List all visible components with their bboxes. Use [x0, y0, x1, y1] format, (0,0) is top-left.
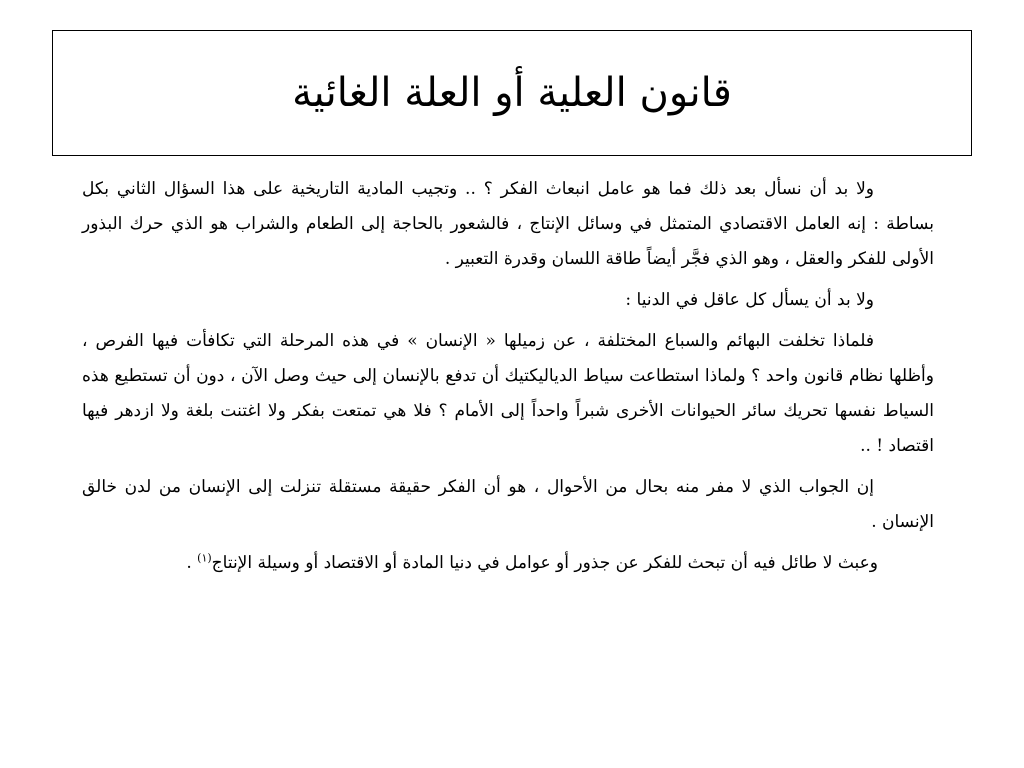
paragraph-4: إن الجواب الذي لا مفر منه بحال من الأحوال ، هو أن الفكر حقيقة مستقلة تنزلت إلى الإنسان من لدن خالق الإنسان . — [82, 477, 934, 532]
title-box — [52, 30, 972, 156]
paragraph-3: فلماذا تخلفت البهائم والسباع المختلفة ، عن زميلها « الإنسان » في هذه المرحلة التي تكافأت فيها الفرص ، وأظلها نظام قانون واحد ؟ ولماذا استطاعت سياط الدياليكتيك أن تدفع بالإنسان إلى حيث وصل الآن ، دون أن تستطيع هذه السياط نفسها تحريك سائر الحيوانات الأخرى شبراً واحداً إلى الأمام ؟ فلا هي تمتعت بفكر ولا اغتنت بلغة ولا ازدهر فيها اقتصاد ! .. — [82, 331, 934, 456]
paragraph-1: ولا بد أن نسأل بعد ذلك فما هو عامل انبعاث الفكر ؟ .. وتجيب المادية التاريخية على هذا السؤال الثاني بكل بساطة : إنه العامل الاقتصادي المتمثل في وسائل الإنتاج ، فالشعور بالحاجة إلى الطعام والشراب هو الذي حرك البذور الأولى للفكر والعقل ، وهو الذي فجَّر أيضاً طاقة اللسان وقدرة التعبير . — [82, 179, 934, 269]
final-period: . — [186, 553, 198, 573]
page-title: قانون العلية أو العلة الغائية — [292, 70, 732, 116]
paragraph-5 — [74, 546, 938, 581]
body-text — [82, 172, 934, 587]
paragraph-2: ولا بد أن يسأل كل عاقل في الدنيا : — [625, 290, 874, 310]
footnote-marker: (١) — [197, 551, 212, 565]
paragraph-5-text: وعبث لا طائل فيه أن تبحث للفكر عن جذور أو عوامل في دنيا المادة أو الاقتصاد أو وسيلة الإنتاج — [211, 553, 878, 573]
